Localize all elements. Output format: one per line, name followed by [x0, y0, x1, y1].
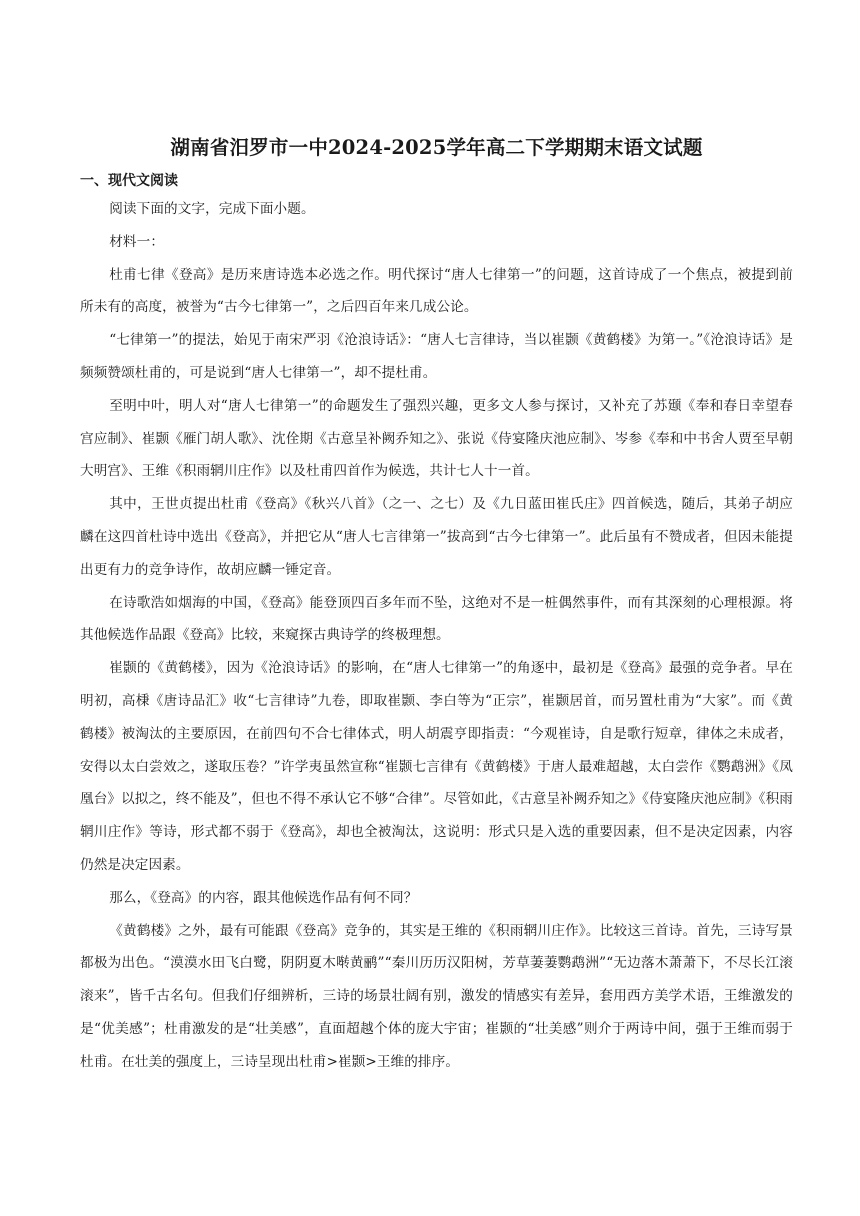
document-title: 湖南省汨罗市一中2024-2025学年高二下学期期末语文试题: [170, 136, 703, 159]
section-heading: 一、现代文阅读: [80, 173, 178, 189]
paragraph-material-label: 材料一：: [109, 233, 165, 250]
paragraph: 那么，《登高》的内容，跟其他候选作品有何不同？: [109, 889, 418, 906]
paragraph: “七律第一”的提法，始见于南宋严羽《沧浪诗话》：“唐人七言律诗，当以崔颢《黄鹤楼》为第一。”《沧浪诗话》是频频赞颂杜甫的，可是说到“唐人七律第一”，却不提杜甫。: [80, 332, 793, 381]
paragraph: 至明中叶，明人对“唐人七律第一”的命题发生了强烈兴趣，更多文人参与探讨，又补充了苏颋《奉和春日幸望春宫应制》、崔颢《雁门胡人歌》、沈佺期《古意呈补阙乔知之》、张说《侍宴隆庆池应制》、岑参《奉和中书舍人贾至早朝大明宫》、王维《积雨辋川庄作》以及杜甫四首作为候选，共计七人十一首。: [80, 397, 793, 480]
paragraph: 崔颢的《黄鹤楼》，因为《沧浪诗话》的影响，在“唐人七律第一”的角逐中，最初是《登高》最强的竞争者。早在明初，高棅《唐诗品汇》收“七言律诗”九卷，即取崔颢、李白等为“正宗”，崔颢居首，而另置杜甫为“大家”。而《黄鹤楼》被淘汰的主要原因，在前四句不合七律体式，明人胡震亨即指责：“今观崔诗，自是歌行短章，律体之未成者，安得以太白尝效之，遂取压卷？”许学夷虽然宣称“崔颢七言律有《黄鹤楼》于唐人最难超越，太白尝作《鹦鹉洲》《凤凰台》以拟之，终不能及”，但也不得不承认它不够“合律”。尽管如此，《古意呈补阙乔知之》《侍宴隆庆池应制》《积雨辋川庄作》等诗，形式都不弱于《登高》，却也全被淘汰，这说明：形式只是入选的重要因素，但不是决定因素，内容仍然是决定因素。: [80, 660, 793, 873]
paragraph: 在诗歌浩如烟海的中国，《登高》能登顶四百多年而不坠，这绝对不是一桩偶然事件，而有其深刻的心理根源。将其他候选作品跟《登高》比较，来窥探古典诗学的终极理想。: [80, 594, 793, 644]
paragraph-instruction: 阅读下面的文字，完成下面小题。: [109, 201, 315, 217]
paragraph: 其中，王世贞提出杜甫《登高》《秋兴八首》（之一、之七）及《九日蓝田崔氏庄》四首候选，随后，其弟子胡应麟在这四首杜诗中选出《登高》，并把它从“唐人七言律第一”拔高到“古今七律第一”。此后虽有不赞成者，但因未能提出更有力的竞争诗作，故胡应麟一锤定音。: [80, 496, 793, 578]
paragraph: 杜甫七律《登高》是历来唐诗选本必选之作。明代探讨“唐人七律第一”的问题，这首诗成了一个焦点，被提到前所未有的高度，被誉为“古今七律第一”，之后四百年来几成公论。: [80, 266, 793, 316]
document-page: [80, 134, 793, 1079]
paragraph: 《黄鹤楼》之外，最有可能跟《登高》竞争的，其实是王维的《积雨辋川庄作》。比较这三首诗。首先，三诗写景都极为出色。“漠漠水田飞白鹭，阴阴夏木啭黄鹂”“秦川历历汉阳树，芳草萋萋鹦鹉洲”“无边落木萧萧下，不尽长江滚滚来”，皆千古名句。但我们仔细辨析，三诗的场景壮阔有别，激发的情感实有差异，套用西方美学术语，王维激发的是“优美感”；杜甫激发的是“壮美感”，直面超越个体的庞大宇宙；崔颢的“壮美感”则介于两诗中间，强于王维而弱于杜甫。在壮美的强度上，三诗呈现出杜甫>崔颢>王维的排序。: [80, 922, 793, 1070]
